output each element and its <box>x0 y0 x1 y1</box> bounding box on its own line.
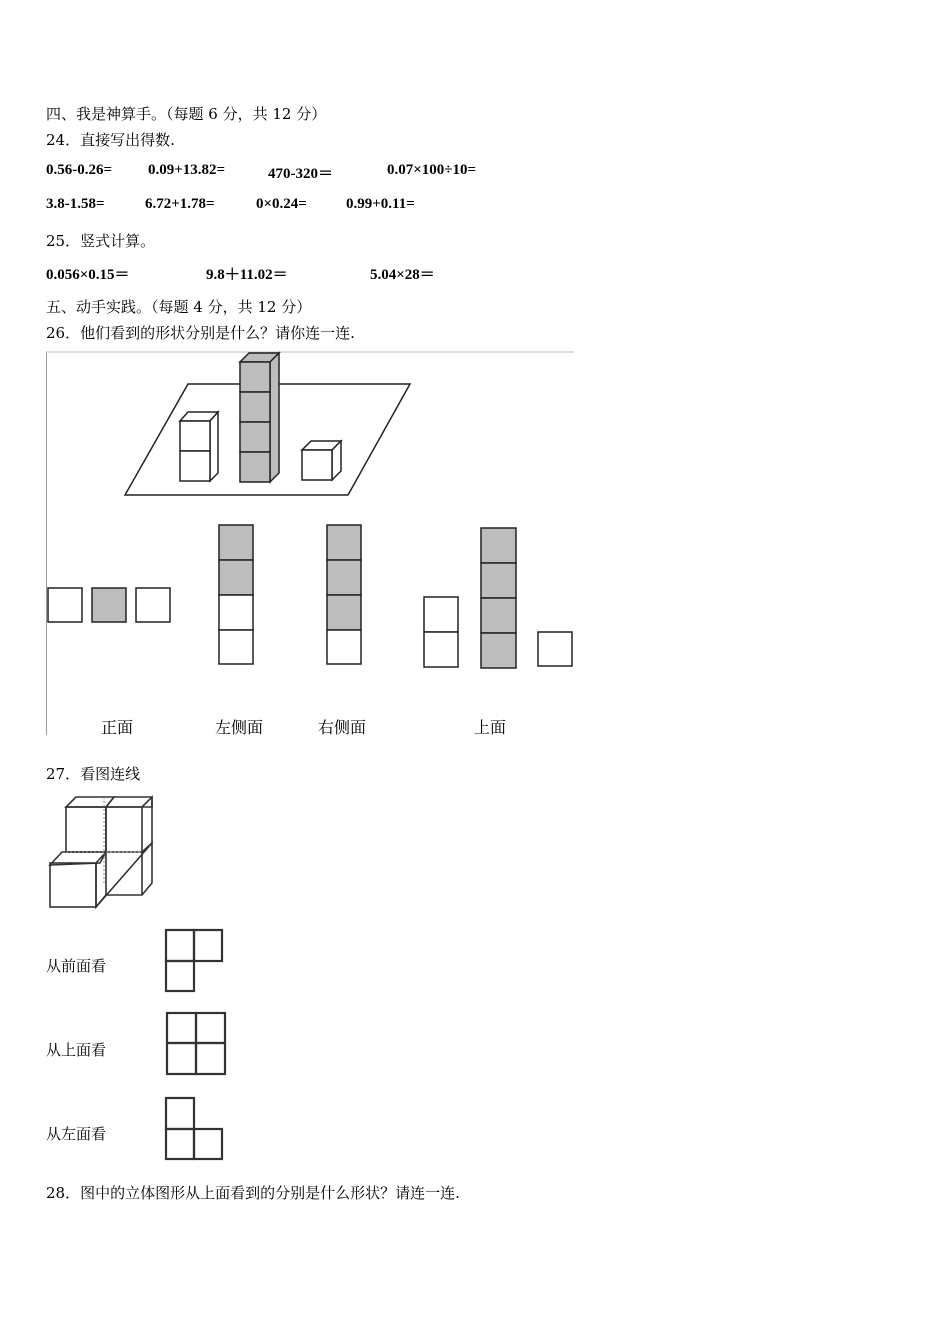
view-left-shape <box>219 525 253 664</box>
cube-stack-middle <box>240 353 279 482</box>
q26-title: 26．他们看到的形状分别是什么？请你连一连. <box>46 324 355 342</box>
q24-item: 0.56-0.26= <box>46 162 113 178</box>
q25-title: 25．竖式计算。 <box>46 232 156 250</box>
section5-title: 五、动手实践。（每题 4 分，共 12 分） <box>46 298 312 316</box>
q27-top-view-shape <box>164 1010 228 1078</box>
cube-single-right <box>302 441 341 480</box>
q24-item: 0×0.24= <box>256 196 307 212</box>
label-front: 正面 <box>101 718 134 737</box>
label-left-side: 左侧面 <box>215 718 264 737</box>
q27-title: 27．看图连线 <box>46 765 141 783</box>
q27-front-view-shape <box>164 928 224 994</box>
section4-title: 四、我是神算手。（每题 6 分，共 12 分） <box>46 105 327 123</box>
q25-item: 0.056×0.15＝ <box>46 267 130 283</box>
q24-item: 470-320＝ <box>268 166 333 182</box>
label-top: 上面 <box>474 718 507 737</box>
q24-title: 24．直接写出得数. <box>46 131 175 149</box>
label-top-view: 从上面看 <box>46 1041 107 1059</box>
q27-solid-figure <box>46 795 158 911</box>
q24-item: 0.99+0.11= <box>346 196 415 212</box>
q24-item: 0.07×100÷10= <box>387 162 477 178</box>
q24-item: 6.72+1.78= <box>145 196 215 212</box>
q25-item: 9.8＋11.02＝ <box>206 267 288 283</box>
view-right-shape <box>327 525 361 664</box>
q25-item: 5.04×28＝ <box>370 267 435 283</box>
view-top-shape <box>424 528 572 668</box>
q28-title: 28．图中的立体图形从上面看到的分别是什么形状？请连一连. <box>46 1184 460 1202</box>
label-front-view: 从前面看 <box>46 957 107 975</box>
label-right-side: 右侧面 <box>318 718 367 737</box>
q27-left-view-shape <box>164 1096 226 1162</box>
q24-item: 0.09+13.82= <box>148 162 226 178</box>
q24-item: 3.8-1.58= <box>46 196 105 212</box>
q26-figure <box>46 351 576 735</box>
view-front-shape <box>48 588 170 622</box>
label-left-view: 从左面看 <box>46 1125 107 1143</box>
cube-stack-left <box>180 412 218 481</box>
